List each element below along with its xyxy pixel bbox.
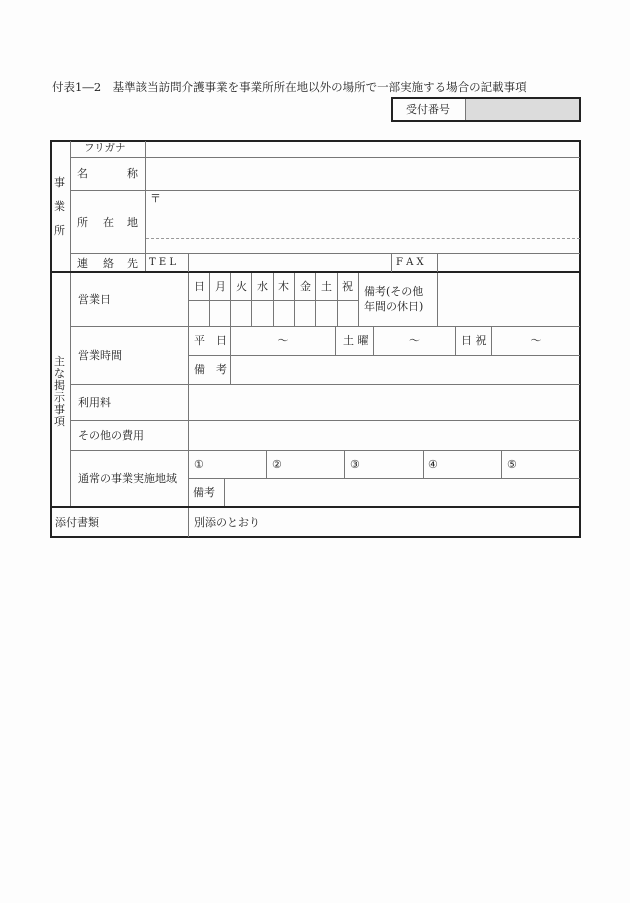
other-costs-input[interactable] — [189, 421, 580, 450]
address-input[interactable] — [160, 191, 580, 237]
hours-remarks-input[interactable] — [231, 356, 580, 384]
contact-label-char-2: 絡 — [103, 257, 114, 270]
address-label-char-2: 在 — [103, 216, 114, 229]
tel-input[interactable] — [189, 254, 389, 271]
area-remarks-label: 備考 — [193, 486, 215, 499]
other-costs-label: その他の費用 — [78, 429, 144, 442]
notices-section-char-1: 主 — [54, 355, 65, 368]
reception-number-label: 受付番号 — [406, 103, 450, 116]
check-holiday[interactable] — [338, 301, 358, 326]
area-3-marker: ③ — [350, 458, 360, 471]
day-tue: 火 — [236, 280, 247, 293]
notices-section-char-6: 項 — [54, 415, 65, 428]
check-fri[interactable] — [295, 301, 315, 326]
business-hours-label: 営業時間 — [78, 349, 122, 362]
document-title: 付表1―2 基準該当訪問介護事業を事業所所在地以外の場所で一部実施する場合の記載事項 — [52, 80, 527, 94]
area-5-marker: ⑤ — [507, 458, 517, 471]
check-sat[interactable] — [316, 301, 337, 326]
name-label-char-2: 称 — [127, 167, 138, 180]
fax-input[interactable] — [438, 254, 580, 271]
day-mon: 月 — [215, 280, 226, 293]
days-remarks-label-2: 年間の休日) — [364, 300, 424, 313]
name-label-char-1: 名 — [77, 167, 88, 180]
day-thu: 木 — [278, 280, 289, 293]
area-4-input[interactable] — [441, 451, 501, 478]
holiday-hours-input[interactable]: ～ — [530, 334, 542, 347]
notices-section-char-5: 事 — [54, 403, 65, 416]
business-days-label: 営業日 — [78, 293, 111, 306]
days-remarks-input[interactable] — [438, 273, 580, 326]
fee-label: 利用料 — [78, 396, 111, 409]
office-section-char-3: 所 — [54, 224, 65, 237]
area-3-input[interactable] — [363, 451, 423, 478]
check-wed[interactable] — [252, 301, 273, 326]
days-remarks-label-1: 備考(その他 — [364, 285, 424, 298]
check-tue[interactable] — [231, 301, 251, 326]
check-mon[interactable] — [210, 301, 230, 326]
area-1-input[interactable] — [207, 451, 266, 478]
saturday-label: 土 曜 — [343, 334, 369, 347]
address-label-char-1: 所 — [77, 216, 88, 229]
holiday-label: 日 祝 — [461, 334, 487, 347]
office-section-char-2: 業 — [54, 200, 65, 213]
fee-input[interactable] — [189, 385, 580, 420]
name-input[interactable] — [146, 158, 580, 190]
day-sat: 土 — [321, 280, 332, 293]
reception-number-field[interactable] — [465, 99, 579, 120]
furigana-label: フリガナ — [84, 142, 126, 154]
area-2-input[interactable] — [285, 451, 344, 478]
saturday-hours-input[interactable]: ～ — [409, 334, 420, 347]
area-1-marker: ① — [194, 458, 204, 471]
attachments-label: 添付書類 — [55, 516, 99, 529]
area-5-input[interactable] — [520, 451, 580, 478]
contact-label-char-1: 連 — [77, 257, 88, 270]
check-sun[interactable] — [189, 301, 209, 326]
day-wed: 水 — [257, 280, 268, 293]
check-thu[interactable] — [274, 301, 294, 326]
area-remarks-input[interactable] — [225, 479, 580, 507]
contact-label-char-3: 先 — [127, 257, 138, 270]
furigana-input[interactable] — [146, 141, 580, 157]
notices-section-char-3: 掲 — [54, 379, 65, 392]
hours-remarks-label: 備 考 — [194, 363, 227, 376]
area-4-marker: ④ — [428, 458, 438, 471]
address-label-char-3: 地 — [127, 216, 138, 229]
day-holiday: 祝 — [342, 280, 353, 293]
attachments-value[interactable]: 別添のとおり — [194, 516, 260, 529]
day-fri: 金 — [300, 280, 311, 293]
area-2-marker: ② — [272, 458, 282, 471]
notices-section-char-2: な — [54, 367, 65, 380]
day-sun: 日 — [194, 280, 205, 293]
notices-section-char-4: 示 — [54, 391, 65, 404]
weekday-label: 平 日 — [194, 334, 227, 347]
fax-label: F A X — [396, 257, 424, 268]
service-area-label: 通常の事業実施地域 — [78, 472, 177, 485]
office-section-char-1: 事 — [54, 176, 65, 189]
postal-mark-icon: 〒 — [150, 192, 161, 205]
tel-label: T E L — [149, 257, 176, 268]
weekday-hours-input[interactable]: ～ — [277, 334, 289, 347]
